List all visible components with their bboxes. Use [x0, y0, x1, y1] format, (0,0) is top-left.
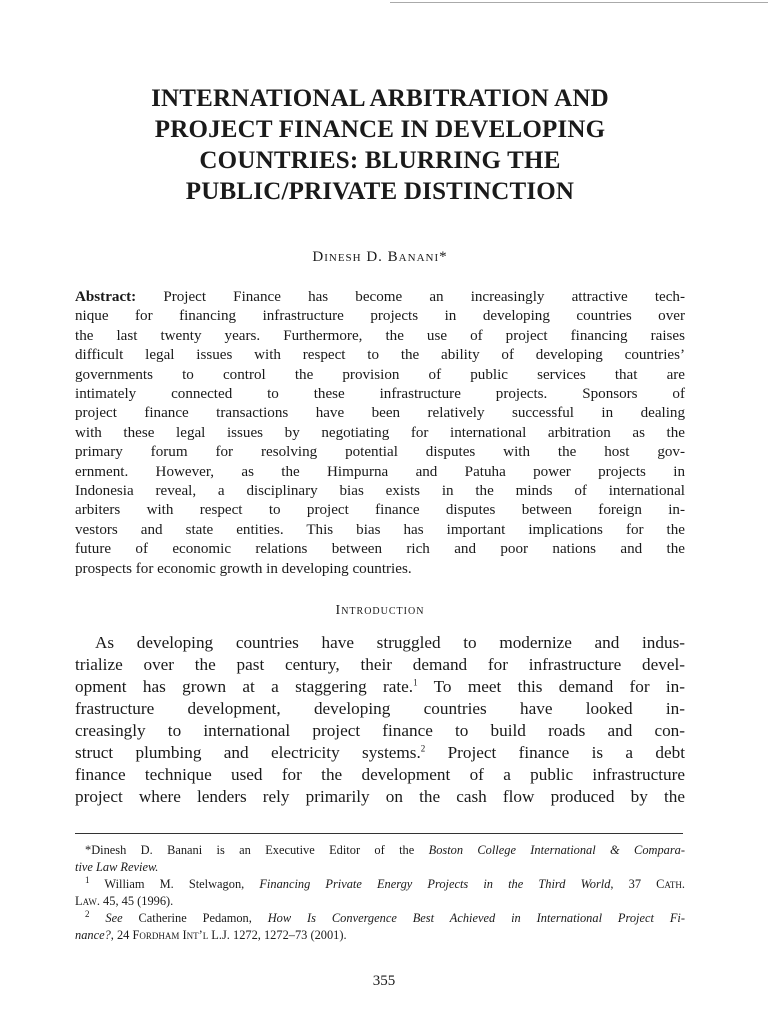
body-text: struct plumbing and electricity systems.	[75, 743, 421, 763]
body-line: trialize over the past century, their demand for infrastructure devel-	[75, 655, 685, 675]
footnote-number: 2	[85, 908, 90, 919]
cited-title: nance?	[75, 928, 111, 943]
footnote-text: 45, 45 (1996).	[99, 894, 174, 909]
abstract-line: prospects for economic growth in developing countries.	[75, 560, 412, 577]
abstract	[75, 288, 685, 579]
abstract-line: the last twenty years. Furthermore, the use of project financing raises	[75, 327, 685, 344]
journal-name: Boston College International & Compara-	[428, 843, 685, 858]
footnote-author	[75, 842, 685, 859]
body-line: frastructure development, developing countries have looked in-	[75, 699, 685, 719]
abstract-line: with these legal issues by negotiating for international arbitration as the	[75, 424, 685, 441]
abstract-line: ernment. However, as the Himpurna and Patuha power projects in	[75, 463, 685, 480]
body-text: Project finance is a debt	[425, 743, 685, 763]
footnote-text: , 37	[610, 877, 657, 892]
footnote-text: , 24	[110, 928, 133, 943]
footnote-ref-1[interactable]: 1	[413, 677, 418, 688]
signal-word: See	[89, 911, 123, 926]
author-name: Dinesh D. Banani*	[312, 249, 448, 265]
title-line: PROJECT FINANCE IN DEVELOPING	[154, 116, 606, 143]
abstract-line: project finance transactions have been relatively successful in dealing	[75, 405, 685, 422]
footnote-divider	[75, 833, 683, 834]
abstract-line: nique for financing infrastructure projects in developing countries over	[75, 308, 685, 325]
abstract-line: arbiters with respect to project finance disputes between foreign in-	[75, 502, 685, 519]
cited-title: How Is Convergence Best Achieved in International Project Fi-	[267, 911, 685, 926]
title-line: COUNTRIES: BLURRING THE	[199, 147, 561, 174]
cited-title: Financing Private Energy Projects in the Third World	[259, 877, 611, 892]
journal-abbrev: Cath.	[656, 877, 685, 892]
footnote-1	[75, 876, 685, 893]
abstract-line: difficult legal issues with respect to the ability of developing countries’	[75, 347, 685, 364]
section-heading-introduction: Introduction	[335, 603, 425, 619]
footnote-ref-2[interactable]: 2	[420, 743, 426, 754]
footnotes	[75, 842, 685, 944]
journal-name: tive Law Review.	[75, 860, 159, 875]
journal-abbrev: Law.	[75, 894, 100, 909]
abstract-line: vestors and state entities. This bias has important implications for the	[75, 521, 685, 538]
footnote-text: Catherine Pedamon,	[122, 911, 268, 926]
abstract-line: primary forum for resolving potential disputes with the host gov-	[75, 444, 685, 461]
abstract-label: Abstract:	[75, 289, 137, 305]
footnote-number: 1	[85, 874, 90, 885]
body-line: project where lenders rely primarily on the cash flow produced by the	[75, 787, 685, 807]
page-number: 355	[372, 973, 396, 989]
body-line: finance technique used for the development of a public infrastructure	[75, 765, 685, 785]
abstract-line	[75, 288, 685, 307]
body-line: As developing countries have struggled to modernize and indus-	[95, 633, 685, 653]
body-line	[75, 742, 685, 764]
body-text: To meet this demand for in-	[417, 677, 685, 697]
body-line: creasingly to international project finance to build roads and con-	[75, 721, 685, 741]
body-line	[75, 676, 685, 698]
footnote-1-cont	[75, 893, 685, 910]
title-line: INTERNATIONAL ARBITRATION AND	[151, 85, 609, 112]
article-title	[75, 83, 685, 207]
page-content	[75, 0, 685, 944]
body-text: opment has grown at a staggering rate.	[75, 677, 414, 697]
footnote-2	[75, 910, 685, 927]
footnote-author-cont	[75, 859, 685, 876]
abstract-line: intimately connected to these infrastructure projects. Sponsors of	[75, 386, 685, 403]
abstract-line: governments to control the provision of public services that are	[75, 366, 685, 383]
title-line: PUBLIC/PRIVATE DISTINCTION	[185, 178, 575, 205]
footnote-text: William M. Stelwagon,	[89, 877, 260, 892]
body-paragraph	[75, 632, 685, 808]
abstract-text: Project Finance has become an increasingly attractive tech-	[136, 289, 685, 305]
footnote-2-cont	[75, 927, 685, 944]
journal-abbrev: Fordham Int’l L.J.	[132, 928, 230, 943]
footnote-text: 1272, 1272–73 (2001).	[229, 928, 347, 943]
abstract-line: future of economic relations between rich and poor nations and the	[75, 541, 685, 558]
abstract-line: Indonesia reveal, a disciplinary bias exists in the minds of international	[75, 483, 685, 500]
footnote-text: *Dinesh D. Banani is an Executive Editor of the	[85, 843, 429, 858]
